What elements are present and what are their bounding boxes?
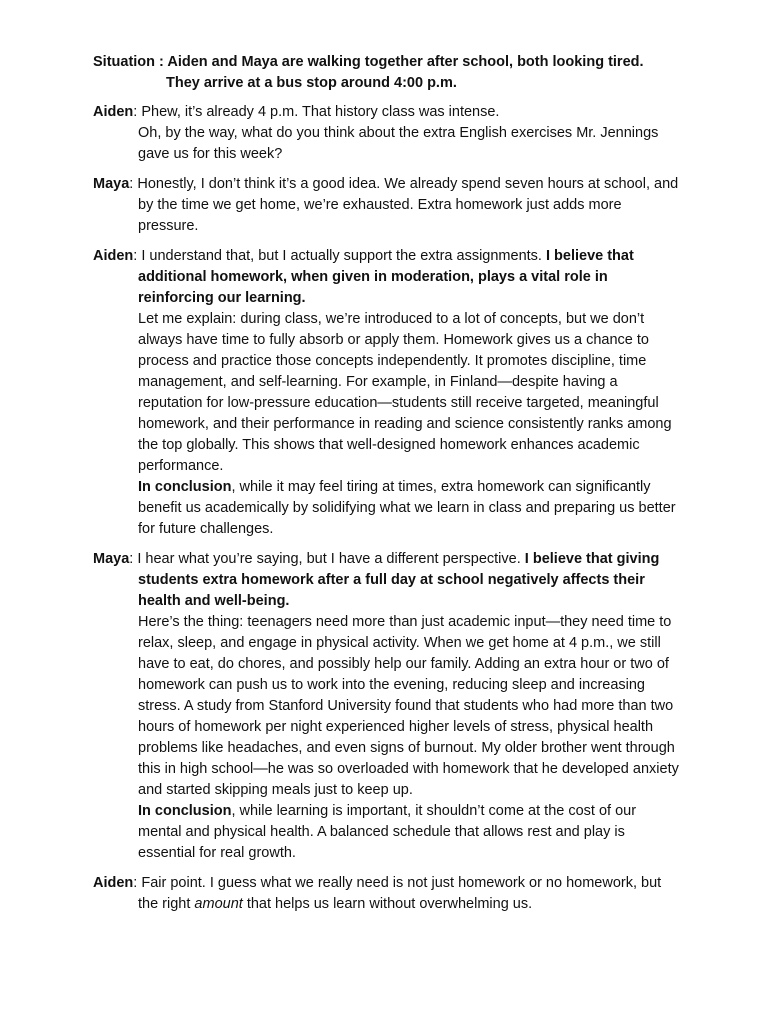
thesis-statement: I believe that giving students extra homework after a full day at school negatively affects their health and well-being. — [138, 551, 660, 609]
dialogue-turn-4 — [93, 549, 683, 864]
conclusion-text: , while it may feel tiring at times, extra homework can significantly benefit us academically by solidifying what we learn in class and preparing us better for future challenges. — [138, 479, 676, 537]
thesis-statement: I believe that additional homework, when given in moderation, plays a vital role in reinforcing our learning. — [138, 248, 634, 306]
dialogue-document — [93, 52, 683, 924]
conclusion-paragraph — [138, 477, 683, 540]
dialogue-turn-1 — [93, 102, 683, 165]
dialogue-turn-2 — [93, 174, 683, 237]
speaker-name: Aiden — [93, 875, 134, 891]
situation-line-1: Aiden and Maya are walking together after school, both looking tired. — [167, 54, 644, 70]
conclusion-paragraph — [138, 801, 683, 864]
emphasized-word: amount — [194, 896, 243, 912]
speaker-name: Maya — [93, 176, 130, 192]
turn-text: Fair point. I guess what we really need is not just homework or no homework, but the right — [138, 875, 662, 912]
dialogue-turn-5 — [93, 873, 683, 915]
speaker-name: Aiden — [93, 104, 134, 120]
speaker-separator: : — [133, 104, 142, 120]
speaker-separator: : — [133, 248, 142, 264]
speaker-name: Maya — [93, 551, 130, 567]
turn-text: I understand that, but I actually support the extra assignments. — [141, 248, 546, 264]
conclusion-text: , while learning is important, it shouldn’t come at the cost of our mental and physical health. A balanced schedule that allows rest and play is essential for real growth. — [138, 803, 637, 861]
turn-text: Phew, it’s already 4 p.m. That history class was intense. — [141, 104, 500, 120]
speaker-name: Aiden — [93, 248, 134, 264]
dialogue-turn-3 — [93, 246, 683, 540]
argument-body: Let me explain: during class, we’re introduced to a lot of concepts, but we don’t always have time to fully absorb or apply them. Homework gives us a chance to process and practice those concepts independently. It promotes discipline, time management, and self-learning. For example, in Finland—despite having a reputation for low-pressure education—students still receive targeted, meaningful homework, and their performance in reading and science consistently ranks among the top globally. This shows that well-designed homework enhances academic performance. — [138, 311, 672, 474]
situation-line-2: They arrive at a bus stop around 4:00 p.m. — [166, 75, 457, 91]
speaker-separator: : — [129, 551, 138, 567]
speaker-separator: : — [129, 176, 138, 192]
conclusion-label: In conclusion — [138, 479, 232, 495]
conclusion-label: In conclusion — [138, 803, 232, 819]
situation-label: Situation : — [93, 54, 168, 70]
argument-body: Here’s the thing: teenagers need more than just academic input—they need time to relax, sleep, and engage in physical activity. When we get home at 4 p.m., we still have to eat, do chores, and possibly help our family. Adding an extra hour or two of homework can push us to work into the evening, reducing sleep and increasing stress. A study from Stanford University found that students who had more than two hours of homework per night experienced higher levels of stress, physical health problems like headaches, and even signs of burnout. My older brother went through this in high school—he was so overloaded with homework that he developed anxiety and started skipping meals just to keep up. — [138, 614, 679, 798]
turn-text-end: that helps us learn without overwhelming us. — [242, 896, 533, 912]
turn-text: I hear what you’re saying, but I have a different perspective. — [137, 551, 525, 567]
turn-text: Honestly, I don’t think it’s a good idea. We already spend seven hours at school, and by the time we get home, we’re exhausted. Extra homework just adds more pressure. — [137, 176, 679, 234]
speaker-separator: : — [133, 875, 142, 891]
turn-text-continued: Oh, by the way, what do you think about the extra English exercises Mr. Jennings gave us for this week? — [138, 125, 659, 162]
situation-block — [93, 52, 683, 94]
